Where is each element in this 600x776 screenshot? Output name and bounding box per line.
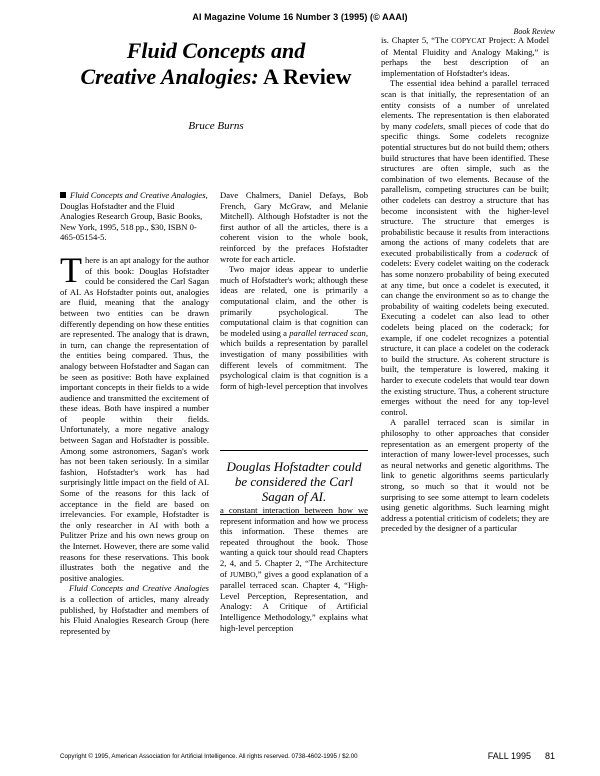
- body-paragraph: [60, 249, 209, 583]
- body-paragraph: [220, 264, 368, 391]
- author-name: Bruce Burns: [188, 120, 244, 132]
- body-paragraph: [220, 505, 368, 633]
- paragraph-text: small pieces of code that do specific things. Some codelets recognize potential structures but do not build them; others build structures that have been identified. These structures are often simple, such as the combination of two elements. Because of the parallelism, competing structures can be built; other codelets can destroy a structure that has become inconsistent with the higher-level structure. The structure that emerges is probabilistic because it results from interactions among the actions of many codelets that are executed probabilistically from a: [381, 120, 550, 258]
- copyright-notice: Copyright © 1995, American Association for Artificial Intelligence. All rights reserved. 0738-4602-1995 / $2.00: [60, 753, 358, 760]
- italic-term: coderack: [505, 247, 538, 258]
- paragraph-text: Project: A Model of Mental Fluidity and Analogy Making,” is perhaps the best description of an implementation of Hofstadter's ideas.: [381, 35, 549, 78]
- column-3: [381, 35, 549, 534]
- paragraph-text: which builds a representation by parallel investigation of many possibilities with different levels of commitment. The psychological claim is that cognition is a form of high-level perception that involves: [220, 338, 368, 391]
- body-paragraph: [381, 35, 549, 78]
- title-suffix: A Review: [258, 64, 352, 89]
- body-paragraph: [60, 583, 209, 636]
- paragraph-text: of codelets: Every codelet waiting on the coderack has some nonzero probability of being executed at any time, but once a codelet is executed, it can change the environment so as to change the probability of waiting codelets being executed. Executing a codelet can also lead to other codelets being placed on the coderack; for example, if one codelet recognizes a potential structure, it can place a codelet on the coderack to build the structure. As coherent structure is built, the temperature is lowered, making it harder to execute codelets that would tear down the existing structure. Thus, a coherent structure emerges without the need for any top-level control.: [381, 247, 550, 417]
- small-caps-term: COPYCAT: [451, 36, 486, 45]
- page-footer: [488, 751, 555, 761]
- paragraph-text: The essential idea behind a parallel terraced scan is that initially, the representation of an entity consists of a number of unrelated elements. The representation is then elaborated by many: [381, 78, 549, 131]
- bib-details: , Douglas Hofstadter and the Fluid Analogies Research Group, Basic Books, New York, 1995, 518 pp., $30, ISBN 0-465-05154-5.: [60, 190, 208, 243]
- italic-term: parallel terraced scan,: [289, 327, 369, 338]
- small-caps-term: JUMBO: [229, 569, 256, 579]
- page-number: 81: [544, 751, 555, 761]
- title-line-2: Creative Analogies:: [80, 64, 259, 89]
- body-paragraph: A parallel terraced scan is similar in philosophy to other approaches that consider representation as an emergent property of the interaction of many lower-level processes, such as neural networks and genetic algorithms. The link to genetic algorithms seems particularly strong, so much so that it would not be surprising to see some attempt to learn codelets using genetic algorithms. Such learning might address a potential criticism of codelets; they are preceded by the designer of a particular: [381, 417, 549, 534]
- italic-book-title: Fluid Concepts and Creative Analogies: [69, 583, 209, 594]
- title-line-1: Fluid Concepts and: [126, 38, 306, 63]
- paragraph-text: is a collection of articles, many already published, by Hofstadter and members of his Fluid Analogies Research Group (here represented by: [60, 593, 209, 636]
- body-paragraph: [381, 78, 549, 417]
- square-bullet-icon: [60, 192, 66, 198]
- italic-term: codelets,: [414, 120, 446, 131]
- column-1: [60, 190, 209, 636]
- paragraph-text: here is an apt analogy for the author of this book: Douglas Hofstadter could be considered the Carl Sagan of AI. As Hofstadter points out, analogies are fluid, meaning that the analogy between two entities can be drawn differently depending on how these entities are represented. The analogy that is drawn, in turn, can change the representation of the entities being compared. Thus, the analogy between Hofstadter and Sagan can be seen as positive: Both have explained important concepts in their fields to a wide audience and transmitted the excitement of these ideas. Both have inspired a number of people within their fields. Unfortunately, a more negative analogy between Sagan and Hofstadter is possible. Among some astronomers, Sagan's work has not been taken seriously. In a similar fashion, Hofstadter's work has had surprisingly little impact on the field of AI. Some of the reasons for this lack of acceptance in the field are based on irrelevancies. For example, Hofstadter is the only researcher in AI with both a Pulitzer Prize and his own news group on the Internet. However, there are some valid reasons for these reservations. This book illustrates both the negative and the positive analogies.: [60, 254, 209, 583]
- pull-quote: Douglas Hofstadter could be considered the Carl Sagan of AI.: [220, 450, 368, 515]
- bibliography-entry: [60, 190, 209, 243]
- paragraph-text: a constant interaction between how we represent information and how we process this information. These themes are repeated throughout the book. Those wanting a quick tour should read Chapters 2, 4, and 5. Chapter 2, “The Architecture of: [220, 505, 368, 579]
- column-2-bottom: [220, 505, 368, 633]
- issue-label: FALL 1995: [487, 751, 531, 761]
- paragraph-text: Two major ideas appear to underlie much of Hofstadter's work; although these ideas are related, one is primarily a computational claim, and the other is primarily psychological. The computational claim is that cognition can be modeled using a: [220, 264, 368, 338]
- drop-cap: T: [60, 249, 82, 290]
- paragraph-text: is. Chapter 5, “The: [381, 35, 452, 45]
- journal-header: AI Magazine Volume 16 Number 3 (1995) (© AAAI): [192, 12, 408, 22]
- column-2-top: [220, 190, 368, 391]
- bib-book-title: Fluid Concepts and Creative Analogies: [70, 190, 206, 200]
- section-tag: Book Review: [513, 27, 555, 36]
- paragraph-text: ,” gives a good explanation of a parallel terraced scan. Chapter 4, “High-Level Perception, Representation, and Analogy: A Critique of Artificial Intelligence Methodology,” explains what high-level perception: [220, 568, 369, 633]
- body-paragraph: Dave Chalmers, Daniel Defays, Bob French, Gary McGraw, and Melanie Mitchell). Although Hofstadter is not the first author of all the articles, there is a coherent vision to the whole book, reinforced by the prefaces Hofstadter wrote for each article.: [220, 190, 368, 264]
- article-title: [60, 38, 372, 90]
